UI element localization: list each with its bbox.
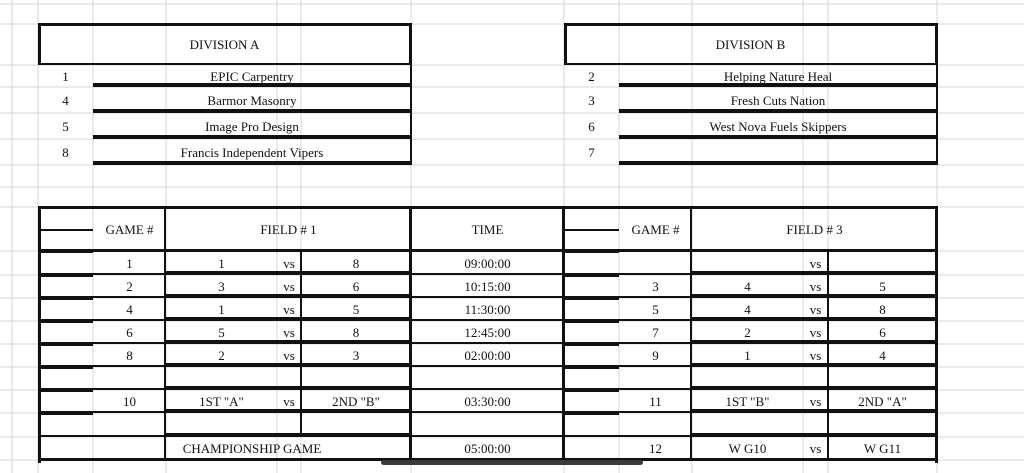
- row-border: [564, 413, 619, 415]
- game-number-cell[interactable]: 1: [126, 255, 133, 271]
- division-a-team-name[interactable]: EPIC Carpentry: [210, 68, 294, 84]
- column-border: [690, 367, 692, 390]
- championship-game-number[interactable]: 12: [649, 441, 662, 456]
- division-a-team-name[interactable]: Barmor Masonry: [207, 92, 297, 108]
- schedule-border: [38, 229, 93, 231]
- row-border: [38, 275, 93, 277]
- row-border: [564, 275, 619, 277]
- division-header-border: [409, 23, 412, 65]
- vs-cell[interactable]: vs: [809, 279, 822, 294]
- home-team-cell[interactable]: 4: [744, 302, 751, 317]
- team-underline: [619, 161, 938, 165]
- home-team-cell[interactable]: 2: [218, 348, 225, 363]
- home-team-cell[interactable]: 1: [218, 302, 225, 317]
- time-cell[interactable]: 09:00:00: [464, 255, 511, 271]
- column-border: [164, 344, 166, 367]
- column-border: [164, 413, 166, 437]
- home-team-cell[interactable]: 3: [218, 279, 225, 294]
- division-b-team-name[interactable]: Helping Nature Heal: [723, 68, 833, 84]
- row-border: [564, 298, 619, 300]
- horizontal-scrollbar[interactable]: [381, 460, 643, 465]
- division-a-team-name[interactable]: Francis Independent Vipers: [180, 144, 324, 160]
- away-team-cell[interactable]: 4: [879, 348, 886, 363]
- championship-label[interactable]: CHAMPIONSHIP GAME: [182, 441, 322, 456]
- game-number-cell[interactable]: [619, 367, 692, 390]
- division-a-seed[interactable]: 8: [62, 144, 69, 160]
- game-number-cell[interactable]: [93, 367, 166, 390]
- row-border: [38, 390, 93, 392]
- away-team-cell[interactable]: 6: [879, 325, 886, 340]
- schedule-border: [38, 206, 41, 463]
- column-border: [690, 321, 692, 344]
- away-team-cell[interactable]: 3: [352, 348, 360, 363]
- game-number-cell[interactable]: [619, 251, 692, 275]
- column-border: [300, 390, 302, 413]
- game-number-cell[interactable]: 5: [652, 302, 659, 317]
- vs-cell[interactable]: vs: [283, 255, 295, 271]
- away-team-cell[interactable]: 6: [352, 279, 360, 294]
- team-border: [936, 87, 938, 113]
- row-border: [564, 390, 619, 392]
- home-team-cell[interactable]: 1ST "B": [725, 394, 770, 409]
- column-border: [690, 344, 692, 367]
- column-border: [827, 344, 829, 367]
- field-3-header[interactable]: FIELD # 3: [786, 221, 843, 237]
- division-a-seed[interactable]: 5: [62, 118, 69, 134]
- row-border: [38, 367, 93, 369]
- schedule-divider: [164, 206, 166, 252]
- away-team-cell[interactable]: 8: [352, 325, 360, 340]
- game-number-cell[interactable]: [93, 413, 166, 437]
- vs-cell[interactable]: vs: [283, 325, 295, 340]
- team-border: [410, 113, 412, 139]
- time-cell[interactable]: 11:30:00: [464, 302, 511, 317]
- column-border: [300, 413, 302, 437]
- column-border: [164, 367, 166, 390]
- championship-time[interactable]: 05:00:00: [464, 441, 511, 456]
- game-number-cell[interactable]: 4: [126, 302, 133, 317]
- division-header-border: [564, 23, 567, 65]
- row-border: [564, 367, 619, 369]
- time-cell[interactable]: 12:45:00: [464, 325, 511, 340]
- game-number-header-right[interactable]: GAME #: [631, 221, 680, 237]
- division-header-border: [564, 23, 937, 26]
- vs-cell[interactable]: vs: [283, 394, 295, 409]
- column-border: [300, 321, 302, 344]
- row-border: [38, 251, 93, 253]
- away-team-cell[interactable]: 2ND "B": [332, 394, 380, 409]
- division-header-border: [38, 23, 411, 26]
- column-border: [827, 390, 829, 413]
- home-team-cell[interactable]: 1: [218, 255, 225, 271]
- game-number-header-left[interactable]: GAME #: [105, 221, 154, 237]
- championship-home[interactable]: W G10: [728, 441, 767, 456]
- field-1-header[interactable]: FIELD # 1: [260, 221, 317, 237]
- vs-cell[interactable]: vs: [809, 302, 822, 317]
- division-header-border: [935, 23, 938, 65]
- column-border: [827, 275, 829, 298]
- game-number-cell[interactable]: 11: [649, 394, 662, 409]
- team-border: [936, 139, 938, 165]
- home-team-cell[interactable]: 5: [218, 325, 225, 340]
- game-number-cell[interactable]: 10: [123, 394, 136, 409]
- time-cell[interactable]: [411, 413, 564, 437]
- column-border: [827, 367, 829, 390]
- division-header-border: [38, 23, 41, 65]
- division-b-seed[interactable]: 7: [588, 144, 595, 160]
- row-border: [38, 298, 93, 300]
- row-border: [38, 344, 93, 346]
- time-cell[interactable]: 10:15:00: [464, 279, 511, 294]
- schedule-border: [564, 229, 619, 231]
- division-b-seed[interactable]: 3: [588, 92, 595, 108]
- column-border: [827, 437, 829, 460]
- time-cell[interactable]: [411, 367, 564, 390]
- row-border: [564, 321, 619, 323]
- time-cell[interactable]: 02:00:00: [464, 348, 511, 363]
- game-number-cell[interactable]: 2: [126, 279, 133, 294]
- row-border: [38, 413, 93, 415]
- column-border: [827, 298, 829, 321]
- home-team-cell[interactable]: 1: [744, 348, 751, 363]
- vs-cell[interactable]: vs: [809, 325, 822, 340]
- row-border: [564, 344, 619, 346]
- division-a-seed[interactable]: 1: [62, 68, 69, 84]
- column-border: [300, 344, 302, 367]
- time-header[interactable]: TIME: [471, 221, 504, 237]
- column-border: [690, 275, 692, 298]
- team-border: [410, 65, 412, 87]
- division-b-team-name[interactable]: Fresh Cuts Nation: [730, 92, 826, 108]
- team-border: [936, 113, 938, 139]
- game-number-cell[interactable]: 8: [126, 348, 133, 363]
- division-b-title[interactable]: DIVISION B: [715, 37, 786, 52]
- team-border: [936, 65, 938, 87]
- vs-cell[interactable]: vs: [283, 348, 295, 363]
- column-border: [300, 251, 302, 275]
- home-team-cell[interactable]: 4: [744, 279, 751, 294]
- vs-cell[interactable]: vs: [283, 279, 295, 294]
- away-team-cell[interactable]: 2ND "A": [858, 394, 907, 409]
- column-border: [164, 298, 166, 321]
- home-team-cell[interactable]: 2: [744, 325, 751, 340]
- vs-cell[interactable]: vs: [283, 302, 295, 317]
- championship-vs[interactable]: vs: [809, 441, 822, 456]
- schedule-border: [38, 206, 938, 209]
- column-border: [164, 321, 166, 344]
- game-number-cell[interactable]: 7: [652, 325, 659, 340]
- away-team-cell[interactable]: 8: [352, 255, 360, 271]
- division-a-title[interactable]: DIVISION A: [189, 37, 260, 52]
- vs-cell[interactable]: vs: [809, 394, 822, 409]
- column-border: [690, 437, 692, 460]
- column-border: [690, 298, 692, 321]
- column-border: [690, 251, 692, 275]
- column-border: [300, 298, 302, 321]
- column-border: [164, 437, 166, 460]
- column-border: [300, 275, 302, 298]
- away-team-cell[interactable]: 8: [879, 302, 886, 317]
- schedule-divider: [690, 206, 692, 252]
- team-border: [410, 139, 412, 165]
- column-border: [690, 390, 692, 413]
- away-team-cell[interactable]: 5: [352, 302, 360, 317]
- column-border: [164, 390, 166, 413]
- column-border: [827, 321, 829, 344]
- game-number-cell[interactable]: 6: [126, 325, 133, 340]
- column-border: [827, 251, 829, 275]
- division-b-team-name[interactable]: West Nova Fuels Skippers: [709, 118, 847, 134]
- game-number-cell[interactable]: 9: [652, 348, 659, 363]
- team-border: [410, 87, 412, 113]
- division-b-seed[interactable]: 2: [588, 68, 595, 84]
- game-number-cell[interactable]: 3: [652, 279, 659, 294]
- game-number-cell[interactable]: [619, 413, 692, 437]
- division-b-seed[interactable]: 6: [588, 118, 595, 134]
- column-border: [164, 251, 166, 275]
- vs-cell[interactable]: vs: [809, 255, 822, 271]
- time-cell[interactable]: 03:30:00: [464, 394, 511, 409]
- away-team-cell[interactable]: 5: [879, 279, 886, 294]
- division-a-team-name[interactable]: Image Pro Design: [205, 118, 299, 134]
- championship-away[interactable]: W G11: [863, 441, 902, 456]
- column-border: [690, 413, 692, 437]
- division-a-seed[interactable]: 4: [62, 92, 69, 108]
- row-border: [38, 321, 93, 323]
- row-border: [564, 251, 619, 253]
- column-border: [827, 413, 829, 437]
- vs-cell[interactable]: vs: [809, 348, 822, 363]
- column-border: [300, 367, 302, 390]
- home-team-cell[interactable]: 1ST "A": [199, 394, 244, 409]
- column-border: [164, 275, 166, 298]
- team-underline: [93, 161, 412, 165]
